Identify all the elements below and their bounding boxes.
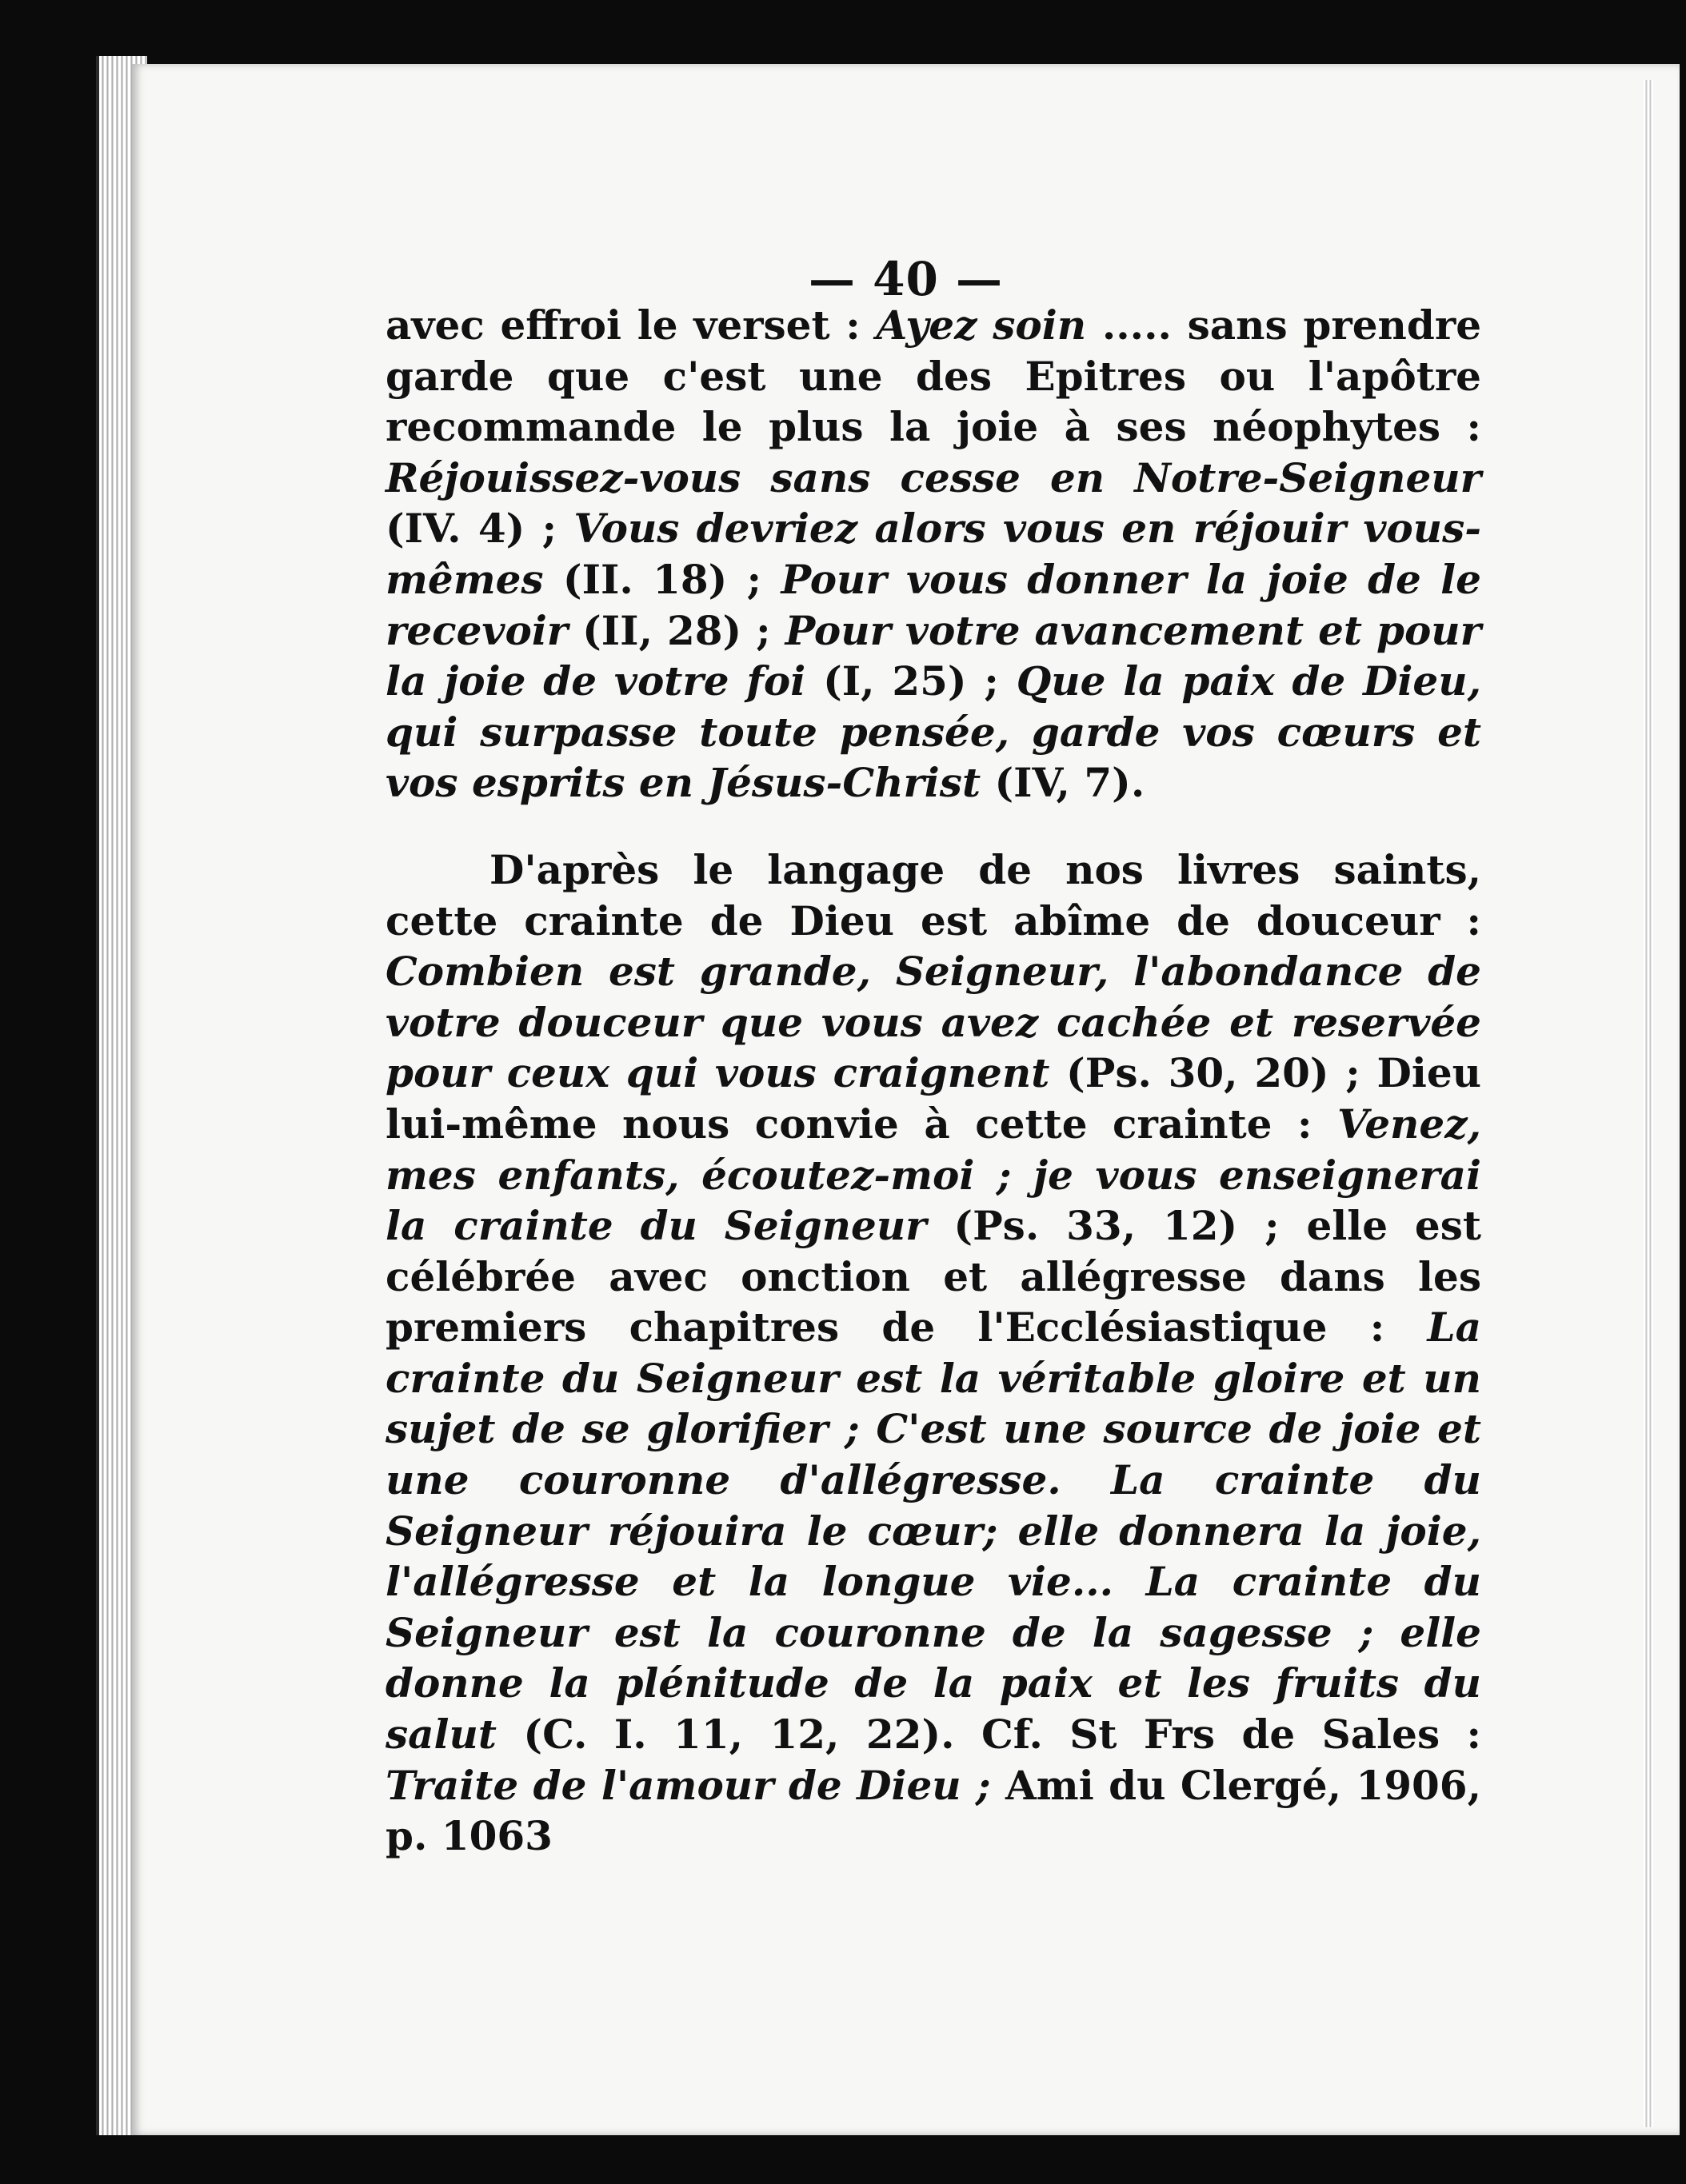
text-segment: avec effroi le verset : bbox=[386, 301, 877, 349]
italic-quotation: Vous devriez alors vous en réjouir vous-mêmes bbox=[386, 505, 1481, 603]
text-segment: Ami du Clergé, 1906, p. 1063 bbox=[386, 1761, 1481, 1860]
text-segment: (IV. 4) ; bbox=[386, 505, 574, 553]
italic-quotation: La crainte du Seigneur est la véritable gloire et un sujet de se glorifier ; C'est une source de joie et une couronne d'allégresse. La crainte du Seigneur réjouira le cœur; elle donnera la joie, l'allégresse et la longue vie... La crainte du Seigneur est la couronne de la sagesse ; elle donne la plénitude de la paix et les fruits du salut bbox=[386, 1304, 1481, 1759]
italic-quotation: Combien est grande, Seigneur, l'abondance de votre douceur que vous avez cachée et reservée pour ceux qui vous craignent bbox=[386, 948, 1481, 1097]
text-segment: (IV, 7). bbox=[981, 759, 1145, 807]
italic-quotation: Pour votre avancement et pour la joie de votre foi bbox=[386, 606, 1481, 705]
text-segment: (I, 25) ; bbox=[805, 657, 1017, 705]
italic-quotation: Réjouissez-vous sans cesse en Notre-Seigneur bbox=[386, 453, 1481, 501]
text-segment: (II. 18) ; bbox=[543, 555, 781, 603]
text-segment: (C. I. 11, 12, 22). Cf. St Frs de Sales : bbox=[497, 1711, 1481, 1759]
paragraph bbox=[386, 300, 1481, 809]
italic-quotation: Que la paix de Dieu, qui surpasse toute pensée, garde vos cœurs et vos esprits en Jésus-Christ bbox=[386, 657, 1481, 807]
italic-quotation: Ayez soin bbox=[876, 301, 1087, 349]
text-segment: D'après le langage de nos livres saints, cette crainte de Dieu est abîme de douceur : bbox=[386, 845, 1481, 944]
text-segment: ..... sans prendre garde que c'est une des Epitres ou l'apôtre recommande le plus la joie à ses néophytes : bbox=[386, 301, 1482, 451]
right-page-edges bbox=[1644, 80, 1653, 2127]
body-text bbox=[386, 300, 1481, 1862]
italic-quotation: Venez, mes enfants, écoutez-moi ; je vous enseignerai la crainte du Seigneur bbox=[386, 1100, 1481, 1250]
page-number: — 40 — bbox=[808, 252, 1004, 306]
italic-quotation: Traite de l'amour de Dieu ; bbox=[386, 1761, 991, 1809]
italic-quotation: Pour vous donner la joie de le recevoir bbox=[386, 555, 1481, 654]
text-segment: (Ps. 33, 12) ; elle est célébrée avec onction et allégresse dans les premiers chapitres de l'Ecclésiastique : bbox=[386, 1202, 1481, 1352]
text-segment: (II, 28) ; bbox=[568, 606, 785, 654]
text-segment: (Ps. 30, 20) ; Dieu lui-même nous convie à cette crainte : bbox=[386, 1049, 1481, 1148]
paragraph bbox=[386, 844, 1481, 1862]
